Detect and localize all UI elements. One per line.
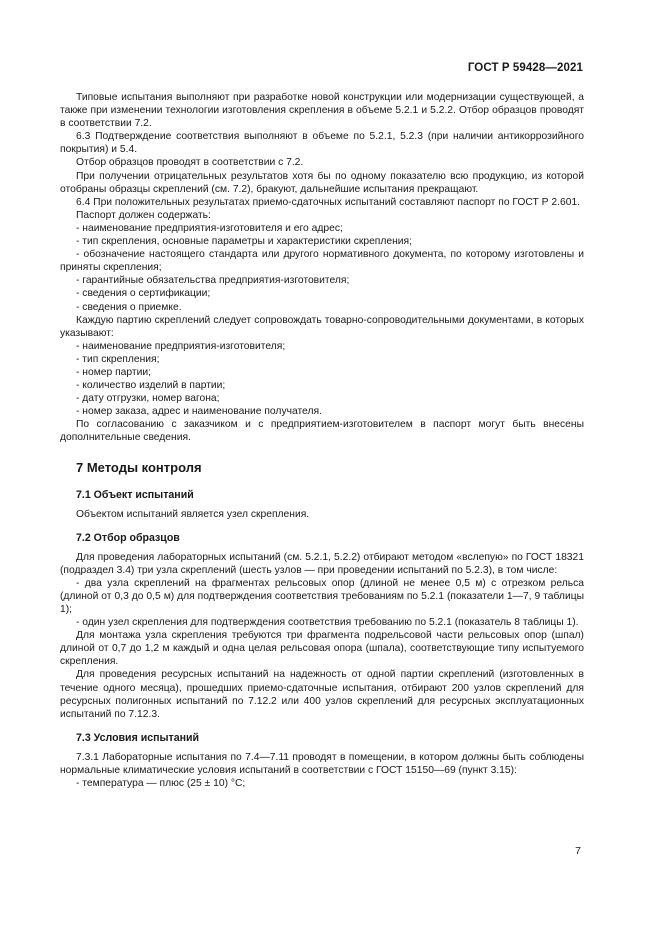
list-item: - тип скрепления; — [76, 353, 160, 365]
paragraph: 7.3.1 Лабораторные испытания по 7.4—7.11 проводят в помещении, в котором должны быть соблюдены нормальные климатические условия испытаний в соответствии с ГОСТ 15150—69 (пункт 3.15): — [60, 751, 584, 776]
paragraph: 6.3 Подтверждение соответствия выполняют в объеме по 5.2.1, 5.2.3 (при наличии антикоррозийного покрытия) и 5.4. — [60, 131, 584, 156]
list-item: - сведения о сертификации; — [76, 288, 211, 300]
paragraph: 6.4 При положительных результатах приемо-сдаточных испытаний составляют паспорт по ГОСТ Р 2.601. — [76, 196, 581, 208]
paragraph: Паспорт должен содержать: — [76, 209, 211, 221]
subsection-title-7-3: 7.3 Условия испытаний — [76, 731, 200, 744]
paragraph: По согласованию с заказчиком и с предприятием-изготовителем в паспорт могут быть внесены дополнительные сведения. — [60, 419, 584, 444]
paragraph: При получении отрицательных результатов хотя бы по одному показателю всю продукцию, из которой отобраны образцы скреплений (см. 7.2), бракуют, дальнейшие испытания прекращают. — [60, 170, 584, 195]
section-title-7: 7 Методы контроля — [76, 459, 202, 475]
paragraph: Каждую партию скреплений следует сопровождать товарно-сопроводительными документами, в которых указывают: — [60, 314, 584, 339]
list-item: - количество изделий в партии; — [76, 380, 226, 392]
page-number: 7 — [575, 845, 581, 857]
paragraph: Для монтажа узла скрепления требуются три фрагмента подрельсовой части рельсовых опор (шпал) длиной от 0,7 до 1,2 м каждый и одна целая рельсовая опора (шпала), соответствующие типу испытуемого скрепления. — [60, 630, 584, 668]
subsection-title-7-2: 7.2 Отбор образцов — [76, 531, 180, 544]
list-item: - обозначение настоящего стандарта или другого нормативного документа, по которому изготовлены и приняты скрепления; — [60, 249, 584, 274]
paragraph: Для проведения ресурсных испытаний на надежность от одной партии скреплений (изготовленных в течение одного месяца), прошедших приемо-сдаточные испытания, отбирают 200 узлов скреплений для ресурсных полигонных испытаний по 7.12.2 или 400 узлов скреплений для ресурсных эксплуатационных испытаний по 7.12.3. — [60, 669, 584, 720]
list-item: - два узла скреплений на фрагментах рельсовых опор (длиной не менее 0,5 м) с отрезком рельса (длиной от 0,3 до 0,5 м) для подтверждения соответствия требованиям по 5.2.1 (показатели 1—7, 9 таблицы 1); — [60, 577, 584, 615]
list-item: - тип скрепления, основные параметры и характеристики скрепления; — [76, 236, 412, 248]
paragraph: Типовые испытания выполняют при разработке новой конструкции или модернизации существующей, а также при изменении технологии изготовления скрепления в объеме 5.2.1 и 5.2.2. Отбор образцов проводят в соответствии 7.2. — [60, 92, 584, 130]
list-item: - дату отгрузки, номер вагона; — [76, 393, 220, 405]
block-test-procedures — [60, 91, 584, 445]
page-content — [60, 91, 584, 790]
list-item: - гарантийные обязательства предприятия-изготовителя; — [76, 275, 350, 287]
list-item: - наименование предприятия-изготовителя; — [76, 340, 286, 352]
list-item: - номер заказа, адрес и наименование получателя. — [76, 406, 322, 418]
document-code-header: ГОСТ Р 59428—2021 — [467, 62, 583, 74]
list-item: - наименование предприятия-изготовителя и его адрес; — [76, 222, 343, 234]
list-item: - номер партии; — [76, 366, 151, 378]
paragraph: Для проведения лабораторных испытаний (см. 5.2.1, 5.2.2) отбирают методом «вслепую» по ГОСТ 18321 (подраздел 3.4) три узла скреплений (шесть узлов — при проведении испытаний по 5.2.3), в том числе: — [60, 551, 584, 576]
subsection-title-7-1: 7.1 Объект испытаний — [76, 488, 194, 501]
list-item: - сведения о приемке. — [76, 301, 182, 313]
paragraph: Объектом испытаний является узел скрепления. — [76, 508, 310, 520]
list-item: - температура — плюс (25 ± 10) °С; — [76, 778, 246, 790]
list-item: - один узел скрепления для подтверждения соответствия требованию по 5.2.1 (показатель 8 таблицы 1). — [76, 617, 579, 629]
paragraph: Отбор образцов проводят в соответствии с 7.2. — [76, 157, 304, 169]
